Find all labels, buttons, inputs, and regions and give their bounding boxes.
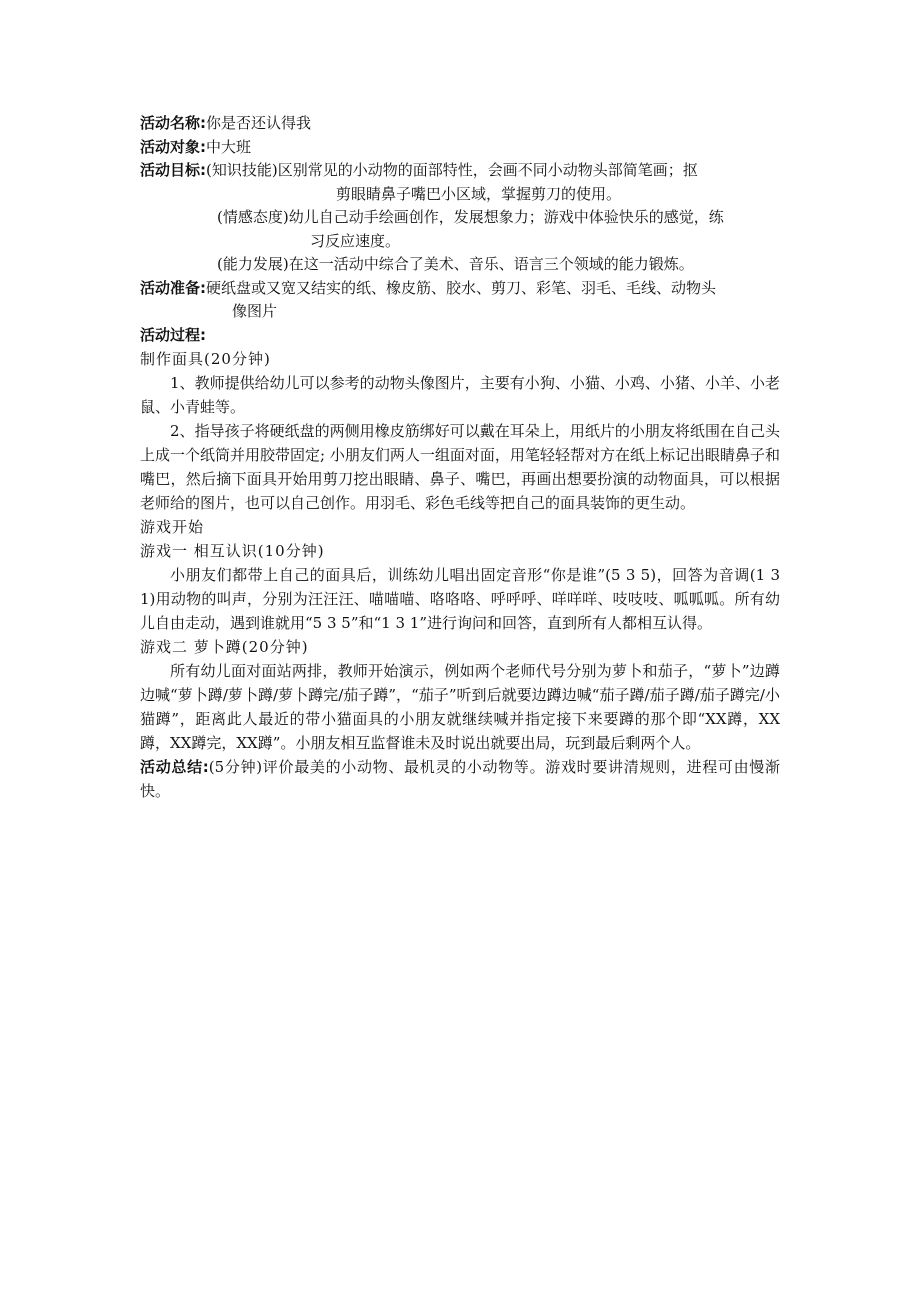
activity-process-line: [140, 324, 780, 348]
game1-description: 小朋友们都带上自己的面具后，训练幼儿唱出固定音形“你是谁”(5 3 5)，回答为音调(1 3 1)用动物的叫声，分别为汪汪汪、喵喵喵、咯咯咯、呼呼呼、咩咩咩、吱吱吱、呱呱呱。所有幼儿自由走动，遇到谁就用“5 3 5”和“1 3 1”进行询问和回答，直到所有人都相互认得。: [140, 566, 780, 632]
goal-knowledge-continued: [140, 183, 780, 207]
activity-goal-line: [140, 159, 780, 183]
activity-target-value: 中大班: [206, 137, 252, 156]
goal-ability-line: [140, 253, 780, 277]
goal-ability-text: (能力发展)在这一活动中综合了美术、音乐、语言三个领域的能力锻炼。: [217, 255, 694, 273]
mask-step-1: 1、教师提供给幼儿可以参考的动物头像图片，主要有小狗、小猫、小鸡、小猪、小羊、小老鼠、小青蛙等。: [140, 374, 780, 416]
game2-heading: 游戏二 萝卜蹲(20分钟): [140, 638, 309, 656]
goal-emotion-line1: (情感态度)幼儿自己动手绘画创作，发展想象力；游戏中体验快乐的感觉，练: [217, 208, 724, 226]
activity-target-line: [140, 136, 780, 160]
activity-goal-label: 活动目标:: [140, 161, 206, 179]
goal-knowledge-line1: (知识技能)区别常见的小动物的面部特性，会画不同小动物头部简笔画；抠: [206, 161, 698, 179]
goal-emotion-continued: [140, 230, 780, 254]
activity-summary-label: 活动总结:: [140, 758, 209, 776]
activity-name-label: 活动名称:: [140, 114, 206, 132]
game1-heading: 游戏一 相互认识(10分钟): [140, 542, 325, 560]
activity-prep-label: 活动准备:: [140, 278, 206, 297]
goal-emotion-line2: 习反应速度。: [310, 231, 401, 250]
activity-summary-text: (5分钟)评价最美的小动物、最机灵的小动物等。游戏时要讲清规则，进程可由慢渐快。: [140, 758, 780, 800]
game2-description: 所有幼儿面对面站两排，教师开始演示，例如两个老师代号分别为萝卜和茄子，“萝卜”边蹲边喊“萝卜蹲/萝卜蹲/萝卜蹲完/茄子蹲”，“茄子”听到后就要边蹲边喊“茄子蹲/茄子蹲/茄子蹲完/小猫蹲”，距离此人最近的带小猫面具的小朋友就继续喊并指定接下来要蹲的那个即“XX蹲，XX蹲，XX蹲完，XX蹲”。小朋友相互监督谁未及时说出就要出局，玩到最后剩两个人。: [140, 662, 780, 752]
document-page: [140, 112, 780, 803]
activity-name-line: [140, 112, 780, 136]
activity-prep-line: [140, 277, 780, 301]
activity-target-label: 活动对象:: [140, 137, 206, 156]
mask-step-2: 2、指导孩子将硬纸盘的两侧用橡皮筋绑好可以戴在耳朵上，用纸片的小朋友将纸围在自己头上成一个纸筒并用胶带固定; 小朋友们两人一组面对面，用笔轻轻帮对方在纸上标记出眼睛鼻子和嘴巴，然后摘下面具开始用剪刀挖出眼睛、鼻子、嘴巴，再画出想要扮演的动物面具，可以根据老师给的图片，也可以自己创作。用羽毛、彩色毛线等把自己的面具装饰的更生动。: [140, 422, 780, 512]
goal-emotion-line: [140, 206, 780, 230]
activity-prep-line2: 像图片: [232, 302, 278, 320]
activity-name-value: 你是否还认得我: [206, 114, 312, 132]
game-section-heading: 游戏开始: [140, 518, 205, 536]
activity-prep-line1: 硬纸盘或又宽又结实的纸、橡皮筋、胶水、剪刀、彩笔、羽毛、毛线、动物头: [206, 278, 717, 297]
activity-summary: [140, 755, 780, 803]
activity-process-label: 活动过程:: [140, 325, 206, 344]
mask-section-heading: 制作面具(20分钟): [140, 350, 271, 368]
activity-prep-continued: [140, 300, 780, 324]
goal-knowledge-line2: 剪眼睛鼻子嘴巴小区域，掌握剪刀的使用。: [336, 184, 622, 203]
